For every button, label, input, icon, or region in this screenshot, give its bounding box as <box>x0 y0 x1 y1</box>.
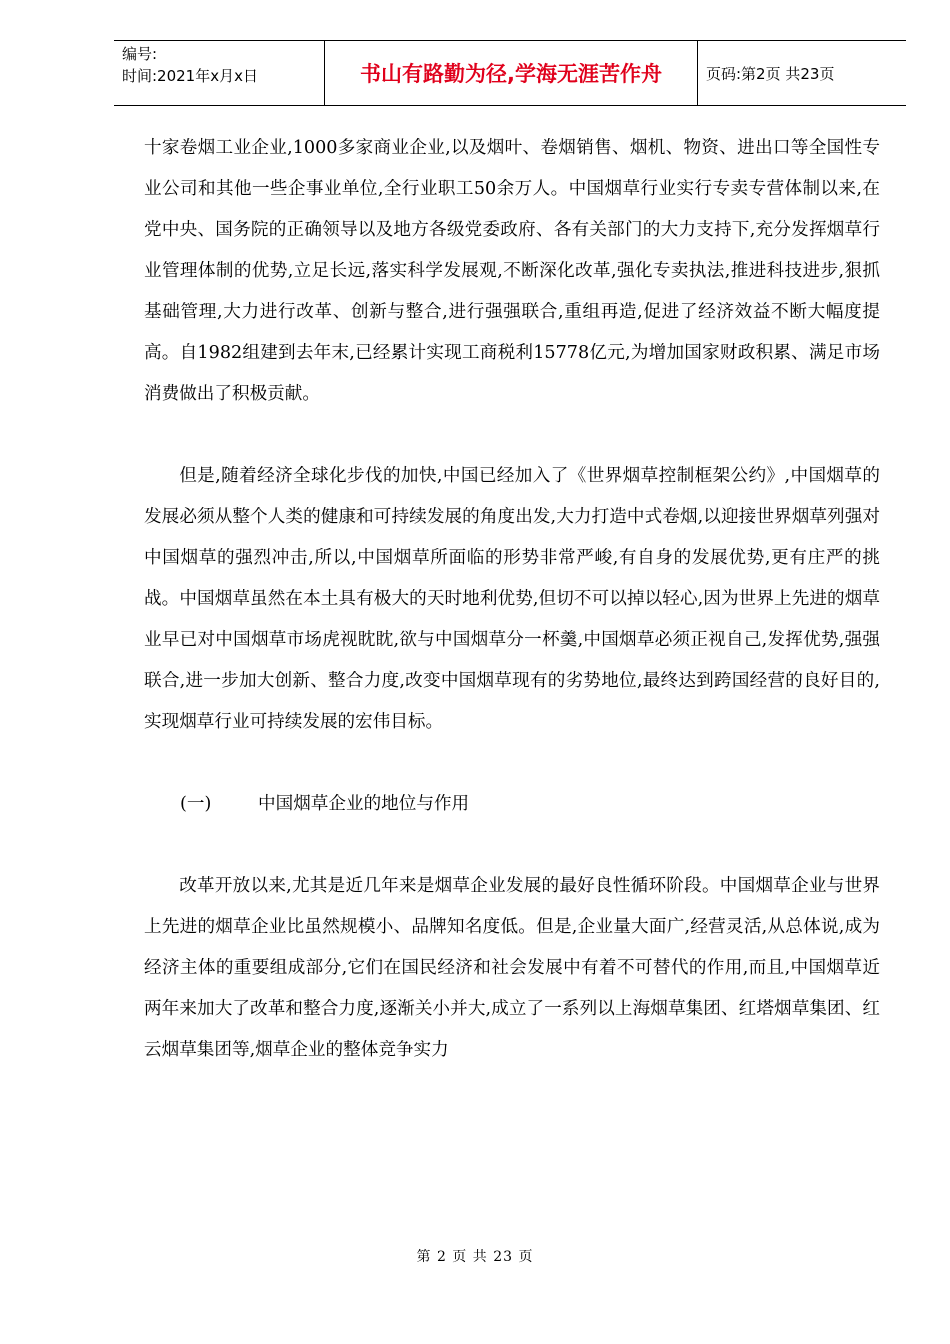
paragraph-gap <box>144 415 880 456</box>
header-page-label: 页码:第2页 共23页 <box>698 41 907 106</box>
header-meta <box>114 41 325 106</box>
section-number: (一) <box>180 794 212 814</box>
paragraph-3: 改革开放以来,尤其是近几年来是烟草企业发展的最好良性循环阶段。中国烟草企业与世界上先进的烟草企业比虽然规模小、品牌知名度低。但是,企业量大面广,经营灵活,从总体说,成为经济主体的重要组成部分,它们在国民经济和社会发展中有着不可替代的作用,而且,中国烟草近两年来加大了改革和整合力度,逐渐关小并大,成立了一系列以上海烟草集团、红塔烟草集团、红云烟草集团等,烟草企业的整体竞争实力 <box>144 876 880 1060</box>
paragraph-gap <box>144 743 880 784</box>
section-heading <box>144 784 880 825</box>
page-footer: 第 2 页 共 23 页 <box>416 1249 534 1265</box>
header-motto: 书山有路勤为径,学海无涯苦作舟 <box>325 41 698 106</box>
document-header <box>114 40 906 106</box>
paragraph-2: 但是,随着经济全球化步伐的加快,中国已经加入了《世界烟草控制框架公约》,中国烟草的发展必须从整个人类的健康和可持续发展的角度出发,大力打造中式卷烟,以迎接世界烟草列强对中国烟草的强烈冲击,所以,中国烟草所面临的形势非常严峻,有自身的发展优势,更有庄严的挑战。中国烟草虽然在本土具有极大的天时地利优势,但切不可以掉以轻心,因为世界上先进的烟草业早已对中国烟草市场虎视眈眈,欲与中国烟草分一杯羹,中国烟草必须正视自己,发挥优势,强强联合,进一步加大创新、整合力度,改变中国烟草现有的劣势地位,最终达到跨国经营的良好目的,实现烟草行业可持续发展的宏伟目标。 <box>144 466 880 732</box>
document-time-label: 时间:2021年x月x日 <box>122 67 258 85</box>
section-title: 中国烟草企业的地位与作用 <box>258 794 470 814</box>
document-body <box>144 128 880 1071</box>
paragraph-1: 十家卷烟工业企业,1000多家商业企业,以及烟叶、卷烟销售、烟机、物资、进出口等全国性专业公司和其他一些企事业单位,全行业职工50余万人。中国烟草行业实行专卖专营体制以来,在党中央、国务院的正确领导以及地方各级党委政府、各有关部门的大力支持下,充分发挥烟草行业管理体制的优势,立足长远,落实科学发展观,不断深化改革,强化专卖执法,推进科技进步,狠抓基础管理,大力进行改革、创新与整合,进行强强联合,重组再造,促进了经济效益不断大幅度提高。自1982组建到去年末,已经累计实现工商税利15778亿元,为增加国家财政积累、满足市场消费做出了积极贡献。 <box>144 138 880 404</box>
paragraph-gap <box>144 825 880 866</box>
document-number-label: 编号: <box>122 45 158 63</box>
